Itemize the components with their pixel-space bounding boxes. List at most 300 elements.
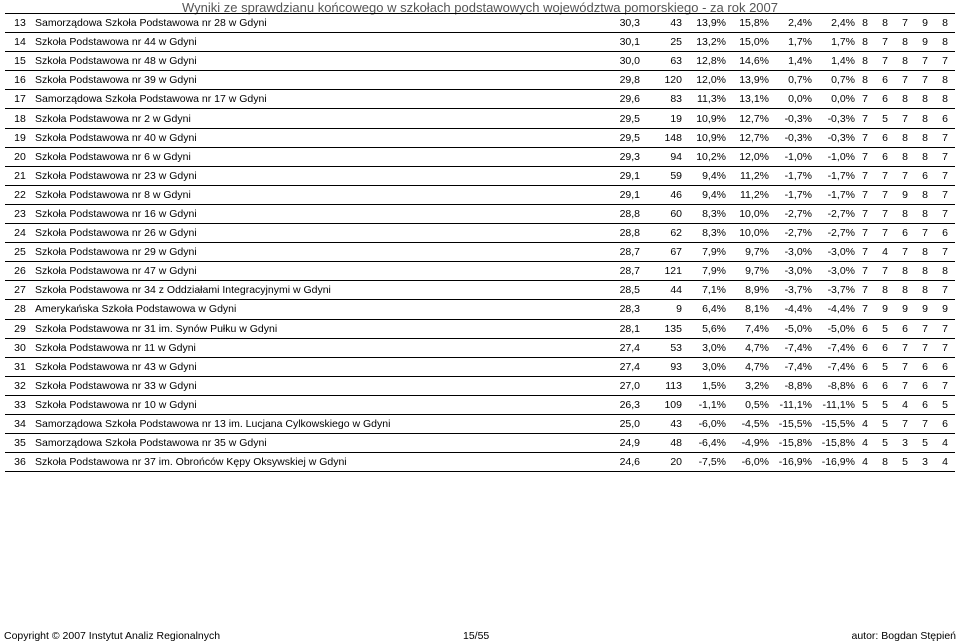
row-number: 18	[5, 109, 35, 128]
grade-1: 4	[855, 434, 875, 453]
student-count: 93	[640, 357, 682, 376]
school-name: Szkoła Podstawowa nr 11 w Gdyni	[35, 338, 582, 357]
grade-2: 6	[875, 90, 895, 109]
grade-5: 9	[935, 300, 955, 319]
value-3: -15,5%	[769, 414, 812, 433]
grade-5: 7	[935, 147, 955, 166]
grade-1: 4	[855, 414, 875, 433]
footer-copyright: Copyright © 2007 Instytut Analiz Regionalnych	[4, 630, 221, 642]
average-score: 29,5	[582, 128, 640, 147]
row-number: 17	[5, 90, 35, 109]
table-body	[5, 14, 955, 472]
grade-2: 7	[875, 52, 895, 71]
grade-1: 7	[855, 224, 875, 243]
footer-author: autor: Bogdan Stępień	[851, 630, 956, 642]
grade-5: 8	[935, 262, 955, 281]
average-score: 29,3	[582, 147, 640, 166]
table-row	[5, 166, 955, 185]
school-name: Szkoła Podstawowa nr 43 w Gdyni	[35, 357, 582, 376]
row-number: 22	[5, 185, 35, 204]
row-number: 19	[5, 128, 35, 147]
value-3: 1,4%	[769, 52, 812, 71]
grade-3: 5	[895, 453, 915, 472]
average-score: 28,8	[582, 224, 640, 243]
value-4: -7,4%	[812, 338, 855, 357]
value-1: 5,6%	[682, 319, 726, 338]
value-4: -15,5%	[812, 414, 855, 433]
value-3: -1,0%	[769, 147, 812, 166]
grade-4: 6	[915, 395, 935, 414]
value-2: 11,2%	[726, 185, 769, 204]
table-row	[5, 71, 955, 90]
value-4: -1,0%	[812, 147, 855, 166]
value-1: 9,4%	[682, 166, 726, 185]
results-table	[5, 13, 955, 472]
grade-3: 6	[895, 224, 915, 243]
grade-5: 7	[935, 166, 955, 185]
grade-1: 4	[855, 453, 875, 472]
row-number: 14	[5, 33, 35, 52]
value-4: 0,0%	[812, 90, 855, 109]
grade-4: 8	[915, 243, 935, 262]
table-row	[5, 300, 955, 319]
grade-4: 7	[915, 414, 935, 433]
school-name: Szkoła Podstawowa nr 37 im. Obrońców Kępy Oksywskiej w Gdyni	[35, 453, 582, 472]
student-count: 60	[640, 204, 682, 223]
row-number: 23	[5, 204, 35, 223]
grade-2: 6	[875, 376, 895, 395]
row-number: 36	[5, 453, 35, 472]
row-number: 24	[5, 224, 35, 243]
table-row	[5, 453, 955, 472]
grade-3: 8	[895, 128, 915, 147]
average-score: 29,8	[582, 71, 640, 90]
value-2: 3,2%	[726, 376, 769, 395]
school-name: Samorządowa Szkoła Podstawowa nr 13 im. Lucjana Cylkowskiego w Gdyni	[35, 414, 582, 433]
average-score: 27,4	[582, 357, 640, 376]
grade-1: 7	[855, 243, 875, 262]
grade-5: 8	[935, 33, 955, 52]
value-1: -6,4%	[682, 434, 726, 453]
grade-5: 7	[935, 204, 955, 223]
row-number: 21	[5, 166, 35, 185]
value-4: -7,4%	[812, 357, 855, 376]
grade-4: 8	[915, 147, 935, 166]
school-name: Szkoła Podstawowa nr 8 w Gdyni	[35, 185, 582, 204]
average-score: 27,0	[582, 376, 640, 395]
school-name: Szkoła Podstawowa nr 39 w Gdyni	[35, 71, 582, 90]
page-footer	[4, 630, 956, 642]
value-4: -0,3%	[812, 128, 855, 147]
student-count: 83	[640, 90, 682, 109]
value-4: 0,7%	[812, 71, 855, 90]
grade-5: 7	[935, 128, 955, 147]
value-2: 12,7%	[726, 128, 769, 147]
grade-3: 7	[895, 14, 915, 33]
value-3: -3,0%	[769, 262, 812, 281]
value-1: 12,0%	[682, 71, 726, 90]
value-2: 8,9%	[726, 281, 769, 300]
school-name: Szkoła Podstawowa nr 6 w Gdyni	[35, 147, 582, 166]
grade-4: 7	[915, 338, 935, 357]
value-2: 14,6%	[726, 52, 769, 71]
grade-1: 7	[855, 109, 875, 128]
value-4: -1,7%	[812, 166, 855, 185]
value-4: -15,8%	[812, 434, 855, 453]
table-row	[5, 109, 955, 128]
grade-1: 6	[855, 319, 875, 338]
grade-3: 8	[895, 281, 915, 300]
value-1: 13,9%	[682, 14, 726, 33]
value-3: -2,7%	[769, 204, 812, 223]
grade-1: 6	[855, 338, 875, 357]
value-4: 1,7%	[812, 33, 855, 52]
grade-4: 7	[915, 52, 935, 71]
student-count: 48	[640, 434, 682, 453]
grade-5: 7	[935, 376, 955, 395]
grade-3: 8	[895, 147, 915, 166]
student-count: 67	[640, 243, 682, 262]
value-3: -15,8%	[769, 434, 812, 453]
student-count: 9	[640, 300, 682, 319]
grade-2: 8	[875, 14, 895, 33]
grade-4: 9	[915, 300, 935, 319]
value-1: 3,0%	[682, 357, 726, 376]
value-3: -0,3%	[769, 128, 812, 147]
grade-3: 8	[895, 90, 915, 109]
value-4: -1,7%	[812, 185, 855, 204]
table-row	[5, 414, 955, 433]
row-number: 25	[5, 243, 35, 262]
school-name: Szkoła Podstawowa nr 34 z Oddziałami Integracyjnymi w Gdyni	[35, 281, 582, 300]
grade-3: 9	[895, 300, 915, 319]
average-score: 29,1	[582, 166, 640, 185]
grade-5: 8	[935, 90, 955, 109]
grade-3: 8	[895, 204, 915, 223]
grade-1: 7	[855, 300, 875, 319]
school-name: Szkoła Podstawowa nr 2 w Gdyni	[35, 109, 582, 128]
value-4: -3,7%	[812, 281, 855, 300]
value-2: 4,7%	[726, 357, 769, 376]
value-4: -3,0%	[812, 243, 855, 262]
value-2: -4,9%	[726, 434, 769, 453]
value-4: -16,9%	[812, 453, 855, 472]
grade-2: 5	[875, 434, 895, 453]
grade-4: 7	[915, 319, 935, 338]
value-3: -1,7%	[769, 185, 812, 204]
value-4: -2,7%	[812, 204, 855, 223]
value-2: 7,4%	[726, 319, 769, 338]
school-name: Szkoła Podstawowa nr 29 w Gdyni	[35, 243, 582, 262]
grade-4: 7	[915, 71, 935, 90]
value-4: 2,4%	[812, 14, 855, 33]
value-4: -2,7%	[812, 224, 855, 243]
value-3: -16,9%	[769, 453, 812, 472]
grade-2: 7	[875, 185, 895, 204]
grade-4: 8	[915, 281, 935, 300]
grade-1: 7	[855, 147, 875, 166]
row-number: 34	[5, 414, 35, 433]
average-score: 26,3	[582, 395, 640, 414]
grade-3: 4	[895, 395, 915, 414]
grade-4: 5	[915, 434, 935, 453]
table-row	[5, 224, 955, 243]
grade-1: 6	[855, 357, 875, 376]
grade-1: 8	[855, 52, 875, 71]
school-name: Samorządowa Szkoła Podstawowa nr 35 w Gdyni	[35, 434, 582, 453]
table-row	[5, 147, 955, 166]
school-name: Szkoła Podstawowa nr 26 w Gdyni	[35, 224, 582, 243]
value-3: -2,7%	[769, 224, 812, 243]
value-2: 12,7%	[726, 109, 769, 128]
table-row	[5, 357, 955, 376]
table-row	[5, 90, 955, 109]
student-count: 135	[640, 319, 682, 338]
grade-4: 8	[915, 204, 935, 223]
grade-5: 8	[935, 71, 955, 90]
value-3: -7,4%	[769, 357, 812, 376]
student-count: 94	[640, 147, 682, 166]
school-name: Szkoła Podstawowa nr 23 w Gdyni	[35, 166, 582, 185]
grade-1: 6	[855, 376, 875, 395]
value-4: -11,1%	[812, 395, 855, 414]
value-3: -3,7%	[769, 281, 812, 300]
school-name: Szkoła Podstawowa nr 47 w Gdyni	[35, 262, 582, 281]
value-2: 9,7%	[726, 262, 769, 281]
grade-1: 7	[855, 90, 875, 109]
value-1: 8,3%	[682, 204, 726, 223]
value-2: -4,5%	[726, 414, 769, 433]
table-row	[5, 52, 955, 71]
row-number: 26	[5, 262, 35, 281]
average-score: 28,7	[582, 262, 640, 281]
grade-2: 5	[875, 319, 895, 338]
grade-3: 7	[895, 376, 915, 395]
average-score: 28,1	[582, 319, 640, 338]
table-row	[5, 262, 955, 281]
value-3: -3,0%	[769, 243, 812, 262]
average-score: 30,1	[582, 33, 640, 52]
grade-5: 7	[935, 281, 955, 300]
grade-2: 5	[875, 109, 895, 128]
student-count: 43	[640, 414, 682, 433]
value-1: 10,9%	[682, 128, 726, 147]
value-3: -5,0%	[769, 319, 812, 338]
row-number: 16	[5, 71, 35, 90]
grade-2: 6	[875, 128, 895, 147]
table-row	[5, 319, 955, 338]
average-score: 24,6	[582, 453, 640, 472]
grade-1: 7	[855, 185, 875, 204]
table-row	[5, 338, 955, 357]
student-count: 20	[640, 453, 682, 472]
school-name: Szkoła Podstawowa nr 16 w Gdyni	[35, 204, 582, 223]
value-3: 0,7%	[769, 71, 812, 90]
value-1: 7,9%	[682, 243, 726, 262]
grade-4: 9	[915, 14, 935, 33]
average-score: 28,3	[582, 300, 640, 319]
grade-3: 3	[895, 434, 915, 453]
grade-4: 8	[915, 185, 935, 204]
school-name: Szkoła Podstawowa nr 33 w Gdyni	[35, 376, 582, 395]
value-2: 13,9%	[726, 71, 769, 90]
grade-3: 7	[895, 71, 915, 90]
grade-4: 6	[915, 376, 935, 395]
value-1: 6,4%	[682, 300, 726, 319]
value-1: 8,3%	[682, 224, 726, 243]
grade-2: 5	[875, 414, 895, 433]
grade-2: 8	[875, 453, 895, 472]
row-number: 35	[5, 434, 35, 453]
student-count: 148	[640, 128, 682, 147]
student-count: 63	[640, 52, 682, 71]
value-1: 1,5%	[682, 376, 726, 395]
average-score: 29,1	[582, 185, 640, 204]
grade-2: 9	[875, 300, 895, 319]
student-count: 120	[640, 71, 682, 90]
grade-4: 9	[915, 33, 935, 52]
row-number: 27	[5, 281, 35, 300]
grade-1: 8	[855, 14, 875, 33]
average-score: 30,3	[582, 14, 640, 33]
grade-1: 8	[855, 71, 875, 90]
value-1: 7,1%	[682, 281, 726, 300]
value-3: -4,4%	[769, 300, 812, 319]
table-row	[5, 33, 955, 52]
value-3: -8,8%	[769, 376, 812, 395]
value-2: 13,1%	[726, 90, 769, 109]
value-4: -3,0%	[812, 262, 855, 281]
table-row	[5, 128, 955, 147]
grade-5: 7	[935, 338, 955, 357]
grade-1: 7	[855, 166, 875, 185]
grade-2: 7	[875, 33, 895, 52]
footer-page-number: 15/55	[463, 630, 490, 642]
grade-3: 7	[895, 414, 915, 433]
grade-2: 6	[875, 147, 895, 166]
student-count: 121	[640, 262, 682, 281]
value-2: 11,2%	[726, 166, 769, 185]
grade-1: 8	[855, 33, 875, 52]
value-2: 10,0%	[726, 204, 769, 223]
grade-2: 7	[875, 262, 895, 281]
grade-3: 7	[895, 166, 915, 185]
average-score: 30,0	[582, 52, 640, 71]
value-3: -7,4%	[769, 338, 812, 357]
average-score: 29,5	[582, 109, 640, 128]
grade-4: 8	[915, 128, 935, 147]
row-number: 20	[5, 147, 35, 166]
school-name: Szkoła Podstawowa nr 44 w Gdyni	[35, 33, 582, 52]
table-row	[5, 395, 955, 414]
value-3: -1,7%	[769, 166, 812, 185]
grade-4: 6	[915, 166, 935, 185]
value-3: -11,1%	[769, 395, 812, 414]
grade-5: 5	[935, 395, 955, 414]
grade-4: 8	[915, 90, 935, 109]
grade-1: 7	[855, 262, 875, 281]
grade-2: 6	[875, 71, 895, 90]
row-number: 32	[5, 376, 35, 395]
row-number: 29	[5, 319, 35, 338]
grade-1: 7	[855, 128, 875, 147]
student-count: 53	[640, 338, 682, 357]
school-name: Samorządowa Szkoła Podstawowa nr 28 w Gdyni	[35, 14, 582, 33]
table-row	[5, 185, 955, 204]
grade-3: 8	[895, 33, 915, 52]
row-number: 33	[5, 395, 35, 414]
value-2: -6,0%	[726, 453, 769, 472]
grade-2: 7	[875, 204, 895, 223]
grade-3: 8	[895, 52, 915, 71]
grade-5: 6	[935, 414, 955, 433]
value-3: 2,4%	[769, 14, 812, 33]
value-2: 4,7%	[726, 338, 769, 357]
value-4: -5,0%	[812, 319, 855, 338]
average-score: 29,6	[582, 90, 640, 109]
value-2: 15,8%	[726, 14, 769, 33]
value-4: -4,4%	[812, 300, 855, 319]
student-count: 109	[640, 395, 682, 414]
grade-5: 7	[935, 52, 955, 71]
table-row	[5, 204, 955, 223]
grade-5: 6	[935, 357, 955, 376]
student-count: 46	[640, 185, 682, 204]
grade-4: 7	[915, 224, 935, 243]
grade-1: 7	[855, 204, 875, 223]
row-number: 13	[5, 14, 35, 33]
student-count: 44	[640, 281, 682, 300]
grade-5: 4	[935, 434, 955, 453]
value-4: -8,8%	[812, 376, 855, 395]
row-number: 28	[5, 300, 35, 319]
grade-5: 7	[935, 243, 955, 262]
grade-1: 7	[855, 281, 875, 300]
student-count: 19	[640, 109, 682, 128]
value-1: 10,9%	[682, 109, 726, 128]
value-2: 0,5%	[726, 395, 769, 414]
value-1: 11,3%	[682, 90, 726, 109]
value-1: 10,2%	[682, 147, 726, 166]
student-count: 25	[640, 33, 682, 52]
value-3: -0,3%	[769, 109, 812, 128]
grade-3: 9	[895, 185, 915, 204]
school-name: Samorządowa Szkoła Podstawowa nr 17 w Gdyni	[35, 90, 582, 109]
grade-2: 7	[875, 224, 895, 243]
document-title: Wyniki ze sprawdzianu końcowego w szkołach podstawowych województwa pomorskiego - za rok 2007	[181, 0, 778, 15]
row-number: 30	[5, 338, 35, 357]
row-number: 15	[5, 52, 35, 71]
school-name: Amerykańska Szkoła Podstawowa w Gdyni	[35, 300, 582, 319]
average-score: 28,7	[582, 243, 640, 262]
school-name: Szkoła Podstawowa nr 10 w Gdyni	[35, 395, 582, 414]
grade-3: 8	[895, 262, 915, 281]
student-count: 62	[640, 224, 682, 243]
school-name: Szkoła Podstawowa nr 48 w Gdyni	[35, 52, 582, 71]
value-2: 8,1%	[726, 300, 769, 319]
grade-2: 8	[875, 281, 895, 300]
school-name: Szkoła Podstawowa nr 31 im. Synów Pułku w Gdyni	[35, 319, 582, 338]
grade-2: 5	[875, 395, 895, 414]
grade-5: 7	[935, 185, 955, 204]
value-1: -1,1%	[682, 395, 726, 414]
average-score: 28,8	[582, 204, 640, 223]
grade-5: 6	[935, 109, 955, 128]
table-row	[5, 376, 955, 395]
value-1: 13,2%	[682, 33, 726, 52]
value-4: 1,4%	[812, 52, 855, 71]
value-3: 0,0%	[769, 90, 812, 109]
